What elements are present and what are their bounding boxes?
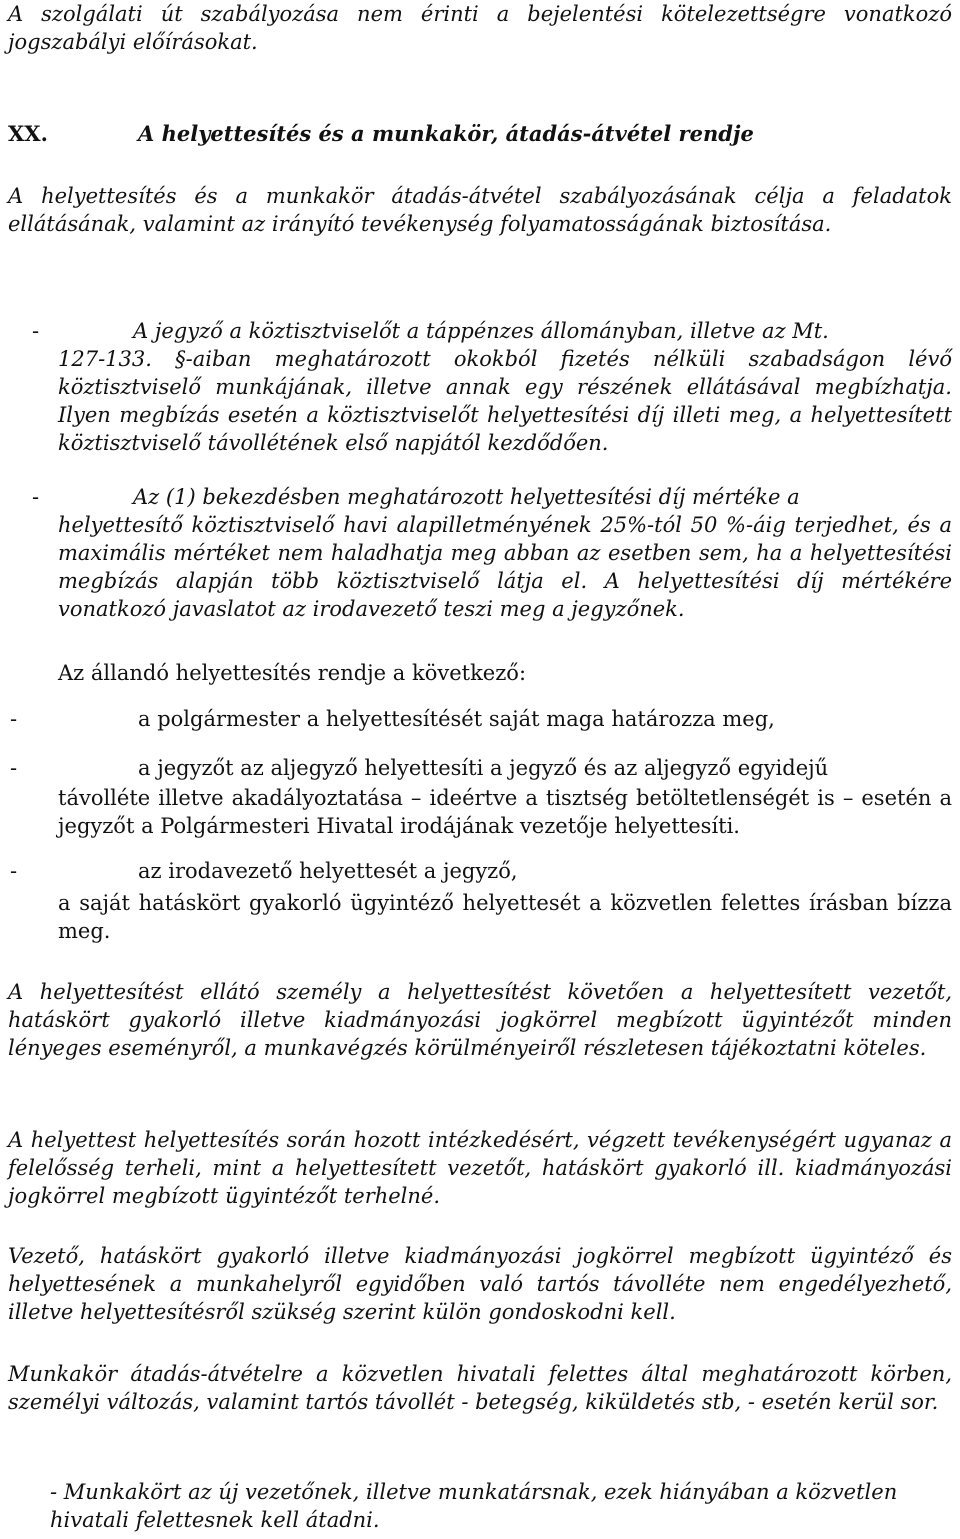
order3-lead: az irodavezető helyettesét a jegyző, bbox=[138, 859, 518, 883]
order-intro: Az állandó helyettesítés rendje a következő: bbox=[58, 661, 527, 685]
order3-rest: a saját hatáskört gyakorló ügyintéző helyettesét a közvetlen felettes írásban bízza meg. bbox=[58, 891, 952, 943]
order1-text: a polgármester a helyettesítését saját maga határozza meg, bbox=[138, 707, 775, 731]
report-paragraph: A helyettesítést ellátó személy a helyettesítést követően a helyettesített vezetőt, hatáskört gyakorló illetve kiadmányozási jogkörrel megbízott ügyintézőt minden lényeges eseményről, a munkavégzés körülményeiről részletesen tájékoztatni köteles. bbox=[8, 980, 952, 1060]
item2-dash: - bbox=[32, 485, 40, 509]
section-heading bbox=[8, 120, 754, 148]
item1-dash: - bbox=[32, 319, 40, 343]
order2-lead: a jegyzőt az aljegyző helyettesíti a jegyző és az aljegyző egyidejű bbox=[138, 756, 829, 780]
item2-lead: Az (1) bekezdésben meghatározott helyettesítési díj mértéke a bbox=[133, 485, 800, 509]
handover-paragraph: Munkakör átadás-átvételre a közvetlen hivatali felettes által meghatározott körben, személyi változás, valamint tartós távollét - betegség, kiküldetés stb, - esetén kerül sor. bbox=[8, 1362, 952, 1414]
item1-body bbox=[58, 345, 952, 457]
item1-lead: A jegyző a köztisztviselőt a táppénzes állományban, illetve az Mt. bbox=[133, 319, 829, 343]
order2-dash: - bbox=[10, 756, 18, 780]
responsibility-paragraph: A helyettest helyettesítés során hozott intézkedésért, végzett tevékenységért ugyanaz a felelősség terheli, mint a helyettesített vezetőt, hatáskört gyakorló ill. kiadmányozási jogkörrel megbízott ügyintézőt terhelné. bbox=[8, 1128, 952, 1208]
order1-dash: - bbox=[10, 707, 18, 731]
purpose-paragraph: A helyettesítés és a munkakör átadás-átvétel szabályozásának célja a feladatok ellátásának, valamint az irányító tevékenység folyamatosságának biztosítása. bbox=[8, 184, 952, 236]
intro-paragraph: A szolgálati út szabályozása nem érinti a bejelentési kötelezettségre vonatkozó jogszabályi előírásokat. bbox=[8, 2, 952, 54]
item1-rest: Ilyen megbízás esetén a köztisztviselőt helyettesítési díj illeti meg, a helyettesített köztisztviselő távollétének első napjától kezdődően. bbox=[58, 403, 952, 455]
section-title: A helyettesítés és a munkakör, átadás-átvétel rendje bbox=[138, 121, 754, 146]
order3-dash: - bbox=[10, 859, 18, 883]
item2-body: helyettesítő köztisztviselő havi alapilletményének 25%-tól 50 %-áig terjedhet, és a maximális mértéket nem haladhatja meg abban az esetben sem, ha a helyettesítési megbízás alapján több köztisztviselő látja el. A helyettesítési díj mértékére vonatkozó javaslatot az irodavezető teszi meg a jegyzőnek. bbox=[58, 513, 952, 621]
item1-rest-italic: 127-133. §-aiban meghatározott okokból fizetés nélküli szabadságon lévő köztisztviselő munkájának, illetve annak egy részének ellátásával megbízhatja. bbox=[58, 347, 952, 399]
order2-rest: távolléte illetve akadályoztatása – ideértve a tisztség betöltetlenségét is – esetén a jegyzőt a Polgármesteri Hivatal irodájának vezetője helyettesíti. bbox=[58, 786, 952, 838]
absence-paragraph: Vezető, hatáskört gyakorló illetve kiadmányozási jogkörrel megbízott ügyintéző és helyettesének a munkahelyről egyidőben való tartós távolléte nem engedélyezhető, illetve helyettesítésről szükség szerint külön gondoskodni kell. bbox=[8, 1244, 952, 1324]
section-number: XX. bbox=[8, 121, 48, 146]
new-leader-paragraph: - Munkakört az új vezetőnek, illetve munkatársnak, ezek hiányában a közvetlen hivatali felettesnek kell átadni. bbox=[50, 1480, 898, 1532]
